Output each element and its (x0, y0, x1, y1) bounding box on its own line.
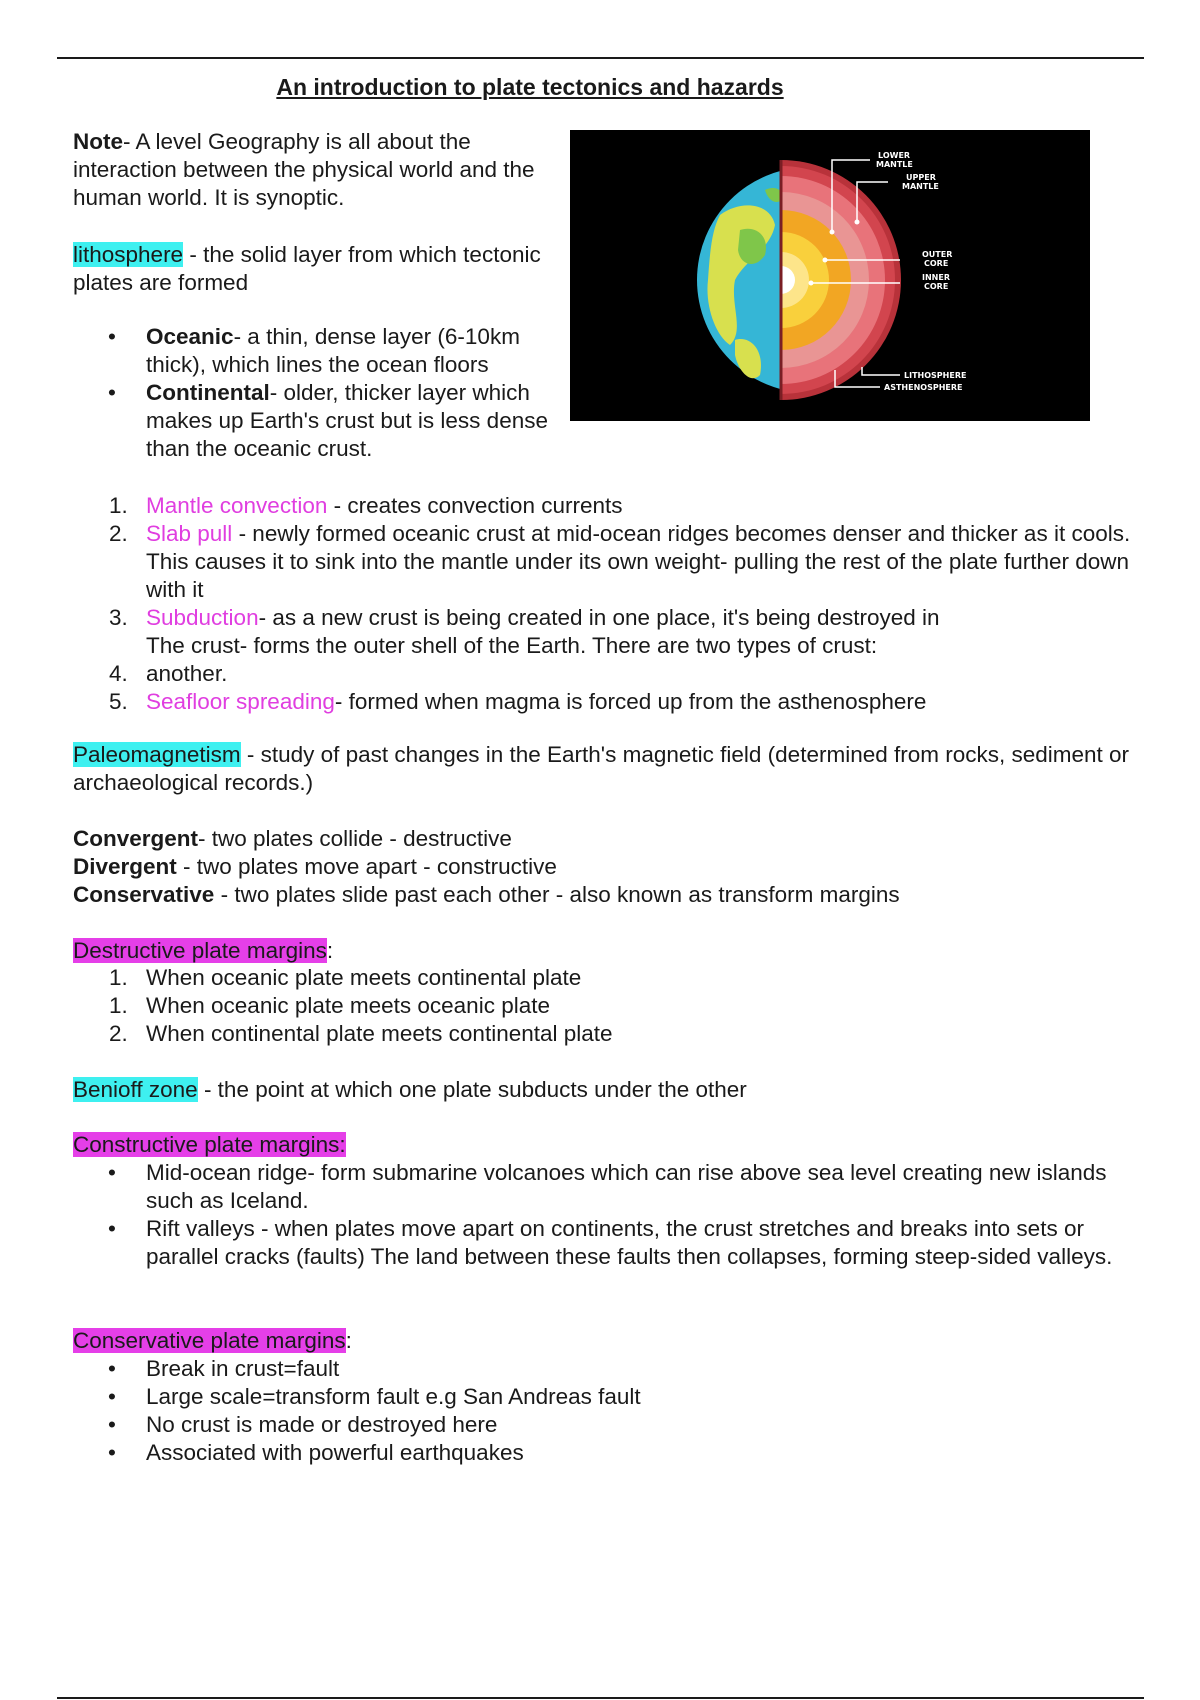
list-item (73, 992, 1133, 1020)
lithosphere-term: lithosphere (73, 242, 184, 267)
force-text: another. (146, 661, 228, 686)
lithosphere-text: - the solid layer from which tectonic plates are formed (73, 242, 541, 295)
label-asthenosphere: ASTHENOSPHERE (884, 383, 963, 392)
conservative-heading-text: Conservative plate margins (73, 1328, 346, 1353)
destructive-heading-text: Destructive plate margins (73, 938, 327, 963)
list-number: 1. (109, 965, 128, 990)
list-item: • Associated with powerful earthquakes (73, 1439, 1133, 1467)
list-item-text: When oceanic plate meets continental plate (146, 965, 582, 990)
label-upper-mantle-1: UPPER (906, 173, 936, 182)
margin-type-term: Divergent (73, 854, 177, 879)
list-item (73, 688, 1133, 716)
list-number: 1. (109, 993, 128, 1018)
bottom-rule (57, 1697, 1144, 1699)
label-upper-mantle-2: MANTLE (902, 182, 939, 191)
paleomagnetism-term: Paleomagnetism (73, 742, 241, 767)
top-rule (57, 57, 1144, 59)
plate-movement-forces-list (73, 492, 1133, 716)
destructive-list (73, 964, 1133, 1048)
list-item: • Rift valleys - when plates move apart on continents, the crust stretches and breaks into sets or parallel cracks (faults) The land between these faults then collapses, forming steep-sided valleys. (73, 1215, 1133, 1271)
label-inner-core-1: INNER (922, 273, 950, 282)
list-item (73, 964, 1133, 992)
list-item: • Large scale=transform fault e.g San Andreas fault (73, 1383, 1133, 1411)
paleomagnetism-definition (73, 741, 1133, 797)
list-item-text: When continental plate meets continental plate (146, 1021, 613, 1046)
list-number: 2. (109, 1021, 128, 1046)
list-item (73, 492, 1133, 520)
lithosphere-definition (73, 241, 543, 297)
intro-note-label: Note (73, 129, 123, 154)
benioff-text: - the point at which one plate subducts under the other (197, 1077, 747, 1102)
crust-text: - older, thicker layer which makes up Earth's crust but is less dense than the oceanic crust. (146, 380, 548, 461)
force-text: - creates convection currents (327, 493, 623, 518)
intro-note (73, 128, 543, 212)
margin-type-text: - two plates slide past each other - also known as transform margins (214, 882, 900, 907)
force-text: - as a new crust is being created in one place, it's being destroyed in (258, 605, 940, 630)
margin-types (73, 825, 1133, 909)
crust-text: - a thin, dense layer (6-10km thick), which lines the ocean floors (146, 324, 520, 377)
constructive-list (73, 1159, 1133, 1271)
list-item (73, 520, 1133, 604)
force-term: Mantle convection (146, 493, 328, 518)
crust-term: Continental (146, 380, 270, 405)
list-item (73, 660, 1133, 688)
force-term: Subduction (146, 605, 259, 630)
intro-note-text: - A level Geography is all about the interaction between the physical world and the human world. It is synoptic. (73, 129, 535, 210)
list-number: 1. (109, 493, 128, 518)
margin-type-term: Conservative (73, 882, 215, 907)
heading-colon: : (326, 938, 334, 963)
list-item: • Break in crust=fault (73, 1355, 1133, 1383)
force-term: Seafloor spreading (146, 689, 335, 714)
margin-type-row (73, 853, 1133, 881)
benioff-definition (73, 1076, 1133, 1104)
label-outer-core-1: OUTER (922, 250, 953, 259)
label-lower-mantle-2: MANTLE (876, 160, 913, 169)
label-inner-core-2: CORE (924, 282, 949, 291)
conservative-list (73, 1355, 1133, 1467)
constructive-heading (73, 1131, 346, 1159)
force-term: Slab pull (146, 521, 233, 546)
label-lower-mantle-1: LOWER (878, 151, 911, 160)
paleomagnetism-text: - study of past changes in the Earth's magnetic field (determined from rocks, sediment or archaeological records.) (73, 742, 1130, 795)
margin-type-row (73, 825, 1133, 853)
crust-intro-text: The crust- forms the outer shell of the Earth. There are two types of crust: (146, 633, 878, 658)
margin-type-term: Convergent (73, 826, 199, 851)
list-number: 4. (109, 661, 128, 686)
force-text: - formed when magma is forced up from the asthenosphere (334, 689, 927, 714)
list-item (73, 323, 563, 379)
destructive-heading (73, 937, 333, 965)
label-lithosphere: LITHOSPHERE (904, 371, 967, 380)
list-number: 5. (109, 689, 128, 714)
benioff-term: Benioff zone (73, 1077, 198, 1102)
margin-type-text: - two plates move apart - constructive (176, 854, 557, 879)
list-item (73, 379, 563, 463)
list-item (73, 604, 1133, 660)
list-number: 3. (109, 605, 128, 630)
margin-type-row (73, 881, 1133, 909)
crust-types-list (73, 323, 563, 463)
list-item-text: When oceanic plate meets oceanic plate (146, 993, 550, 1018)
page-title: An introduction to plate tectonics and hazards (276, 74, 784, 100)
heading-colon: : (345, 1328, 352, 1353)
label-outer-core-2: CORE (924, 259, 949, 268)
force-text: - newly formed oceanic crust at mid-ocean ridges becomes denser and thicker as it cools. This causes it to sink into the mantle under its own weight- pulling the rest of the plate further down with it (146, 521, 1131, 602)
crust-term: Oceanic (146, 324, 234, 349)
constructive-heading-text: Constructive plate margins: (73, 1132, 346, 1157)
conservative-heading (73, 1327, 352, 1355)
margin-type-text: - two plates collide - destructive (198, 826, 512, 851)
earth-layers-diagram (570, 130, 1090, 421)
list-number: 2. (109, 521, 128, 546)
list-item: • Mid-ocean ridge- form submarine volcanoes which can rise above sea level creating new islands such as Iceland. (73, 1159, 1133, 1215)
list-item (73, 1020, 1133, 1048)
list-item: • No crust is made or destroyed here (73, 1411, 1133, 1439)
